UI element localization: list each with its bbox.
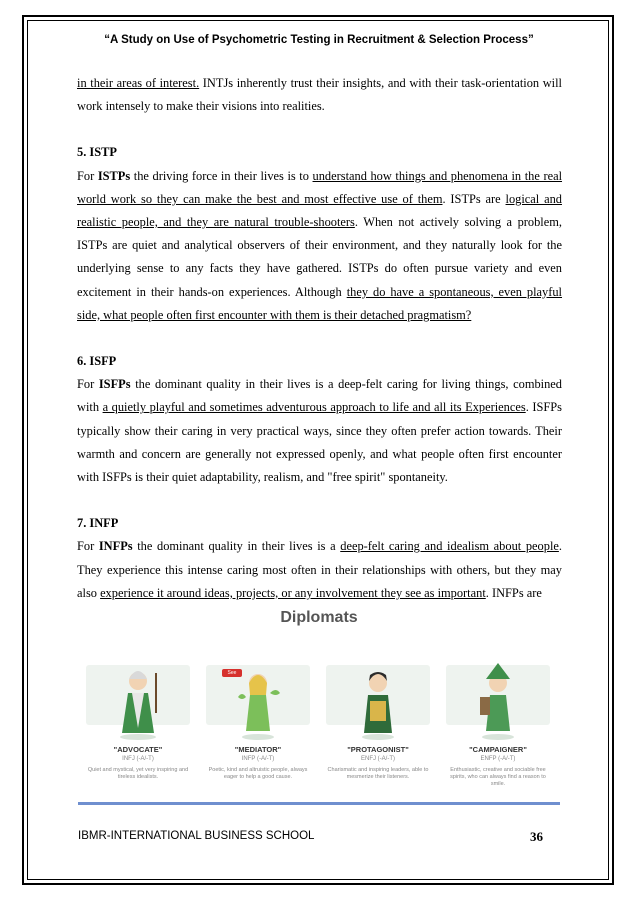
card-code: ENFJ (-A/-T) [361, 756, 395, 762]
figure-title: Diplomats [280, 609, 358, 626]
mediator-character-icon [228, 653, 288, 741]
card-description: Charismatic and inspiring leaders, able to mesmerize their listeners. [327, 767, 429, 780]
card-description: Enthusiastic, creative and sociable free spirits, who can always find a reason to smile. [450, 767, 546, 787]
text-run: the driving force in their lives is to [130, 168, 313, 183]
card-mediator [198, 645, 318, 790]
type-name: ISFPs [98, 377, 131, 392]
card-description: Quiet and mystical, yet very inspiring and tireless idealists. [87, 767, 189, 780]
underlined-run: deep-felt caring and idealism about people [340, 539, 559, 554]
card-description: Poetic, kind and altruistic people, always eager to help a good cause. [208, 767, 308, 780]
text-run: . ISTPs are [442, 191, 506, 206]
text-run: . When not actively solving a problem, ISTPs are quiet and analytical observers of their environment, and they naturally look for the underlying sense to any facts they have gathered. ISTPs do often pursue variety and even excitement in their hands-on experiences. Although [77, 215, 562, 299]
see-badge[interactable]: See [222, 669, 242, 677]
underlined-run: they do have a spontaneous, even playful side, what people often first encounter with them is their detached pragmatism? [77, 284, 563, 322]
section-heading: 6. ISFP [77, 354, 117, 369]
paragraph-lead: For [77, 377, 99, 392]
underlined-run: a quietly playful and sometimes adventurous approach to life and all its Experiences [102, 400, 526, 415]
type-name: INFPs [98, 539, 133, 554]
footer-school-name: IBMR-INTERNATIONAL BUSINESS SCHOOL [78, 830, 315, 842]
intro-text: INTJs inherently trust their insights, and with their task-orientation will work intensely to make their visions into realities. [77, 76, 562, 114]
diplomats-figure [78, 605, 560, 800]
page-number: 36 [530, 829, 543, 844]
text-run: the dominant quality in their lives is a deep-felt caring for living things, combined with [77, 377, 562, 415]
text-run: . They experience this intense caring most often in their relationships with others, but they may also [77, 539, 562, 600]
footer-divider [78, 802, 560, 805]
underlined-run: understand how things and phenomena in the real world work so they can make the best and most effective use of them [77, 168, 563, 206]
protagonist-character-icon [348, 653, 408, 741]
card-name: "PROTAGONIST" [347, 745, 409, 754]
section-paragraph [77, 535, 562, 605]
running-header: “A Study on Use of Psychometric Testing in Recruitment & Selection Process” [104, 34, 534, 46]
card-code: INFP (-A/-T) [241, 756, 275, 762]
paragraph-lead: For [77, 168, 98, 183]
advocate-character-icon [108, 653, 168, 741]
paragraph-lead: For [77, 539, 99, 554]
section-istp [77, 141, 562, 327]
card-campaigner [438, 645, 558, 790]
card-name: "CAMPAIGNER" [469, 745, 527, 754]
body-text [77, 72, 562, 605]
card-name: "ADVOCATE" [113, 745, 163, 754]
section-paragraph [77, 373, 562, 489]
underlined-run: experience it around ideas, projects, or any involvement they see as important [100, 585, 486, 600]
card-advocate [78, 645, 198, 790]
text-run: the dominant quality in their lives is a [132, 539, 341, 554]
card-protagonist [318, 645, 438, 790]
text-run: . ISFPs typically show their caring in very practical ways, since they often prefer action towards. Their warmth and concern are generally not expressed openly, and what people often first encounter with ISFPs is their quiet adaptability, realism, and "free spirit" spontaneity. [77, 400, 562, 485]
section-heading: 7. INFP [77, 516, 119, 531]
text-run: . INFPs are [485, 585, 542, 600]
campaigner-character-icon [468, 653, 528, 741]
card-code: INFJ (-A/-T) [122, 756, 154, 762]
type-name: ISTPs [97, 168, 131, 183]
card-name: "MEDIATOR" [234, 745, 282, 754]
section-heading: 5. ISTP [77, 145, 117, 160]
intro-underlined-text: in their areas of interest. [77, 76, 200, 90]
intro-paragraph [77, 72, 562, 118]
section-paragraph [77, 165, 562, 327]
section-isfp [77, 350, 562, 489]
section-infp [77, 512, 562, 605]
underlined-run: logical and realistic people, and they are natural trouble-shooters [77, 191, 562, 230]
card-code: ENFP (-A/-T) [480, 756, 516, 762]
